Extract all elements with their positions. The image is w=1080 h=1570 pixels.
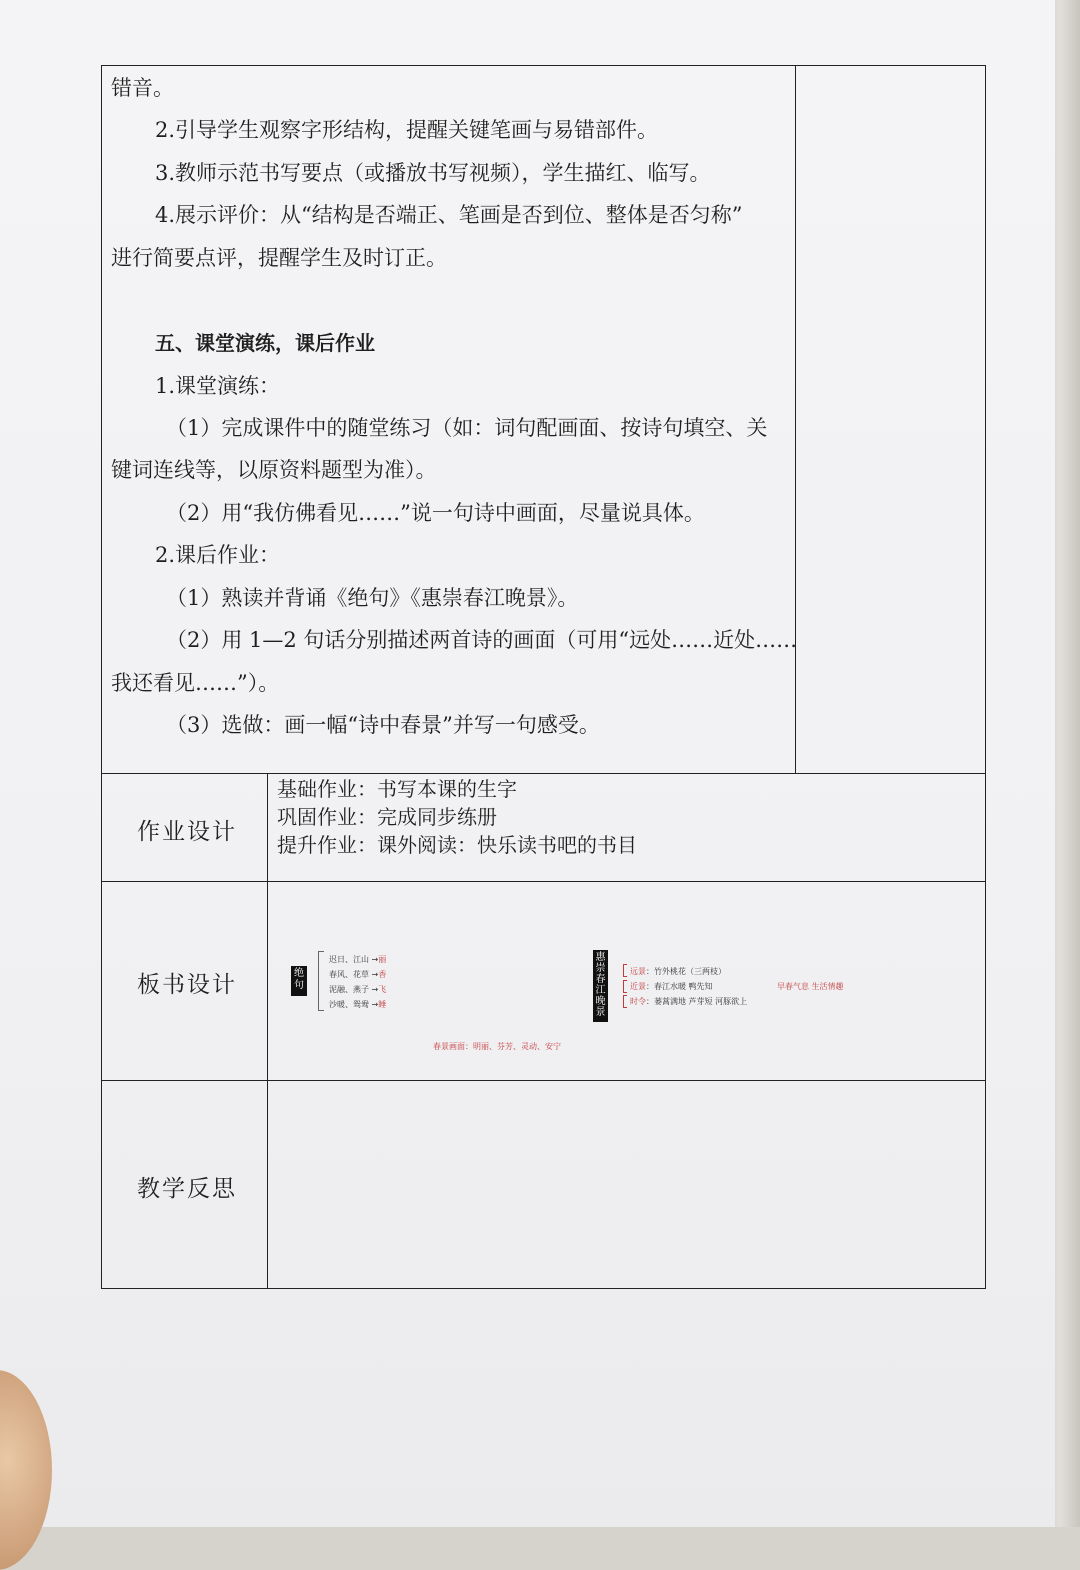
body-line: 4.展示评价：从“结构是否端正、笔画是否到位、整体是否匀称”: [155, 203, 743, 227]
homework-item: 基础作业：书写本课的生字: [277, 777, 517, 801]
board-left-title: 绝句: [291, 966, 307, 996]
table-border-top: [101, 65, 986, 66]
body-line: （2）用“我仿佛看见……”说一句诗中画面，尽量说具体。: [166, 501, 705, 525]
row-divider-2: [101, 881, 986, 882]
notes-column-divider: [795, 65, 796, 773]
board-bottom-note: 春景画面：明丽、芬芳、灵动、安宁: [433, 1042, 561, 1051]
board-right-title: 惠崇春江晚景: [593, 950, 608, 1022]
body-line: （2）用 1—2 句话分别描述两首诗的画面（可用“远处……近处……: [166, 628, 798, 652]
body-line: 1.课堂演练：: [155, 374, 281, 398]
homework-item: 提升作业：课外阅读：快乐读书吧的书目: [277, 833, 637, 857]
board-right-line: 近景：春江水暖 鸭先知: [630, 982, 713, 991]
row-divider-3: [101, 1080, 986, 1081]
homework-label: 作业设计: [137, 819, 237, 845]
body-line: （1）熟读并背诵《绝句》《惠崇春江晚景》。: [166, 586, 579, 610]
body-line: 我还看见……”）。: [111, 671, 280, 695]
body-line: （1）完成课件中的随堂练习（如：词句配画面、按诗句填空、关: [166, 416, 768, 440]
homework-item: 巩固作业：完成同步练册: [277, 805, 497, 829]
body-line: 2.引导学生观察字形结构，提醒关键笔画与易错部件。: [155, 118, 659, 142]
body-line: 2.课后作业：: [155, 543, 281, 567]
board-label: 板书设计: [137, 972, 237, 998]
body-line: 错音。: [111, 76, 174, 100]
board-right-note: 早春气息 生活情趣: [777, 982, 844, 991]
board-left-line: 春风、花草 →香: [329, 970, 387, 979]
body-line: 键词连线等，以原资料题型为准）。: [111, 458, 437, 482]
label-column-divider: [267, 773, 268, 1289]
body-line: （3）选做：画一幅“诗中春景”并写一句感受。: [166, 713, 600, 737]
section-heading: 五、课堂演练，课后作业: [155, 331, 375, 355]
table-border-right: [985, 65, 986, 1289]
table-border-left: [101, 65, 102, 1289]
table-border-bottom: [101, 1288, 986, 1289]
body-line: 进行简要点评，提醒学生及时订正。: [111, 246, 447, 270]
board-left-bracket: [318, 951, 324, 1011]
reflection-label: 教学反思: [137, 1176, 237, 1202]
board-right-bracket: [623, 980, 627, 993]
board-right-line: 时令：蒌蒿满地 芦芽短 河豚欲上: [630, 997, 748, 1006]
board-left-line: 泥融、燕子 →飞: [329, 985, 387, 994]
board-right-bracket: [623, 995, 627, 1008]
row-divider-1: [101, 773, 986, 774]
board-right-bracket: [623, 964, 627, 977]
body-line: 3.教师示范书写要点（或播放书写视频），学生描红、临写。: [155, 161, 711, 185]
board-left-line: 迟日、江山 →丽: [329, 955, 387, 964]
board-left-line: 沙暖、鸳鸯 →睡: [329, 1000, 387, 1009]
board-right-line: 远景：竹外桃花（三两枝）: [630, 967, 726, 976]
